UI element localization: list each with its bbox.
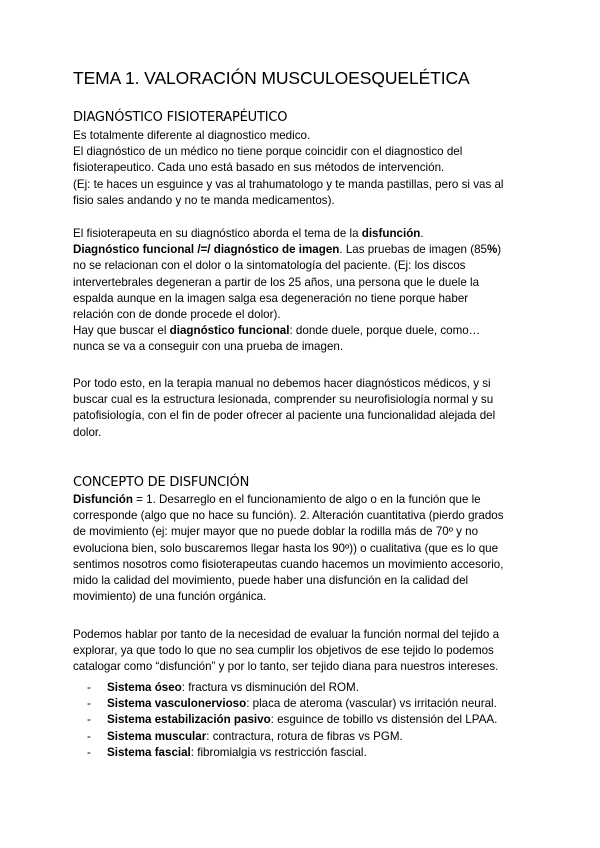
text-line: espalda aunque en la imagen salga esa degeneración no tiene porque haber (73, 291, 469, 305)
text-line (73, 226, 535, 242)
section-heading-diagnostico: DIAGNÓSTICO FISIOTERAPÉUTICO (73, 110, 288, 125)
paragraph-diagnostico-intro (73, 128, 535, 209)
sistemas-list (73, 680, 497, 761)
text-run: : donde duele, porque duele, como… (289, 324, 481, 338)
bold-term: Sistema estabilización pasivo (107, 713, 271, 727)
list-dash: - (87, 681, 91, 694)
text-line: evoluciona bien, solo buscaremos llegar hasta los 90º)) o cualitativa (que es lo que (73, 541, 499, 555)
list-dash: - (87, 745, 91, 759)
list-dash: - (87, 713, 91, 727)
text-run: . Las pruebas de imagen (85 (339, 243, 487, 257)
page-title: TEMA 1. VALORACIÓN MUSCULOESQUELÉTICA (73, 68, 470, 88)
text-run: El fisioterapeuta en su diagnóstico aborda el tema de la (73, 227, 362, 240)
text-line: sentimos nosotros como fisioterapeutas cuando hacemos un movimiento accesorio, (73, 557, 504, 571)
text-line: Podemos hablar por tanto de la necesidad de evaluar la función normal del tejido a (73, 628, 500, 641)
text-line: movimiento) de una función orgánica. (73, 590, 267, 604)
text-line: mido la calidad del movimiento, puede haber una disfunción en la calidad del (73, 574, 469, 588)
text-line: buscar cual es la estructura lesionada, comprender su neurofisiología normal y su (73, 393, 494, 407)
bold-term: Sistema vasculonervioso (107, 697, 247, 711)
text-line: nunca se va a conseguir con una prueba de imagen. (73, 340, 344, 354)
text-run: ) (497, 243, 502, 257)
text-run: : fractura vs disminución del ROM. (181, 681, 359, 694)
text-line (73, 242, 535, 258)
paragraph-disfuncion-diagnostico (73, 226, 535, 356)
text-line: relación con de donde procede el dolor). (73, 308, 281, 322)
text-run: . (420, 227, 424, 240)
text-line: corresponde (algo que no hace su función). 2. Alteración cuantitativa (pierdo grados (73, 509, 504, 523)
list-item (73, 729, 497, 745)
bold-term: diagnóstico funcional (169, 324, 290, 338)
list-item (73, 712, 497, 728)
bold-term: Sistema óseo (107, 681, 182, 694)
bold-term: % (486, 243, 498, 257)
bold-term: Disfunción (73, 493, 133, 506)
text-line: dolor. (73, 425, 102, 439)
text-line: El diagnóstico de un médico no tiene porque coincidir con el diagnostico del (73, 145, 463, 159)
text-line: Por todo esto, en la terapia manual no debemos hacer diagnósticos médicos, y si (73, 377, 491, 390)
text-line: de movimiento (ej: mujer mayor que no puede doblar la rodilla más de 70º y no (73, 525, 479, 539)
text-run: : esguince de tobillo vs distensión del LPAA. (270, 713, 498, 727)
bold-term: Diagnóstico funcional /=/ diagnóstico de imagen (73, 243, 340, 257)
paragraph-evaluar-funcion (73, 627, 535, 676)
text-line: catalogar como “disfunción” y por lo tanto, ser tejido diana para nuestros intereses. (73, 660, 499, 674)
list-item (73, 680, 497, 696)
text-line (73, 492, 535, 508)
paragraph-terapia-manual (73, 376, 535, 441)
text-line: no se relacionan con el dolor o la sintomatología del paciente. (Ej: los discos (73, 259, 466, 273)
list-dash: - (87, 697, 91, 711)
text-run: = 1. Desarreglo en el funcionamiento de algo o en la función que le (132, 493, 481, 506)
list-item (73, 696, 497, 712)
text-line: patofisiología, con el fin de poder ofrecer al paciente una funcionalidad alejada del (73, 409, 496, 423)
section-heading-disfuncion: CONCEPTO DE DISFUNCIÓN (73, 475, 250, 490)
bold-term: Sistema fascial (107, 745, 191, 759)
text-run: : contractura, rotura de fibras vs PGM. (206, 729, 403, 743)
text-line: Es totalmente diferente al diagnostico medico. (73, 129, 311, 142)
text-run: : placa de ateroma (vascular) vs irritación neural. (246, 697, 497, 711)
list-dash: - (87, 729, 91, 743)
text-line: intervertebrales degeneran a partir de los 25 años, una persona que le duele la (73, 275, 480, 289)
paragraph-disfuncion-definicion (73, 492, 535, 605)
text-line: explorar, ya que todo lo que no sea cumplir los objetivos de ese tejido lo podemos (73, 644, 494, 658)
text-line: fisioterapeutico. Cada uno está basado en sus métodos de intervención. (73, 161, 445, 175)
text-line: (Ej: te haces un esguince y vas al trahumatologo y te manda pastillas, pero si vas al (73, 177, 504, 191)
bold-term: disfunción (361, 227, 421, 240)
bold-term: Sistema muscular (107, 729, 207, 743)
text-run: Hay que buscar el (73, 324, 170, 338)
text-line: fisio sales andando y no te manda medicamentos). (73, 193, 335, 207)
text-run: : fibromialgia vs restricción fascial. (190, 745, 367, 759)
list-item (73, 745, 497, 761)
text-line (73, 323, 535, 339)
